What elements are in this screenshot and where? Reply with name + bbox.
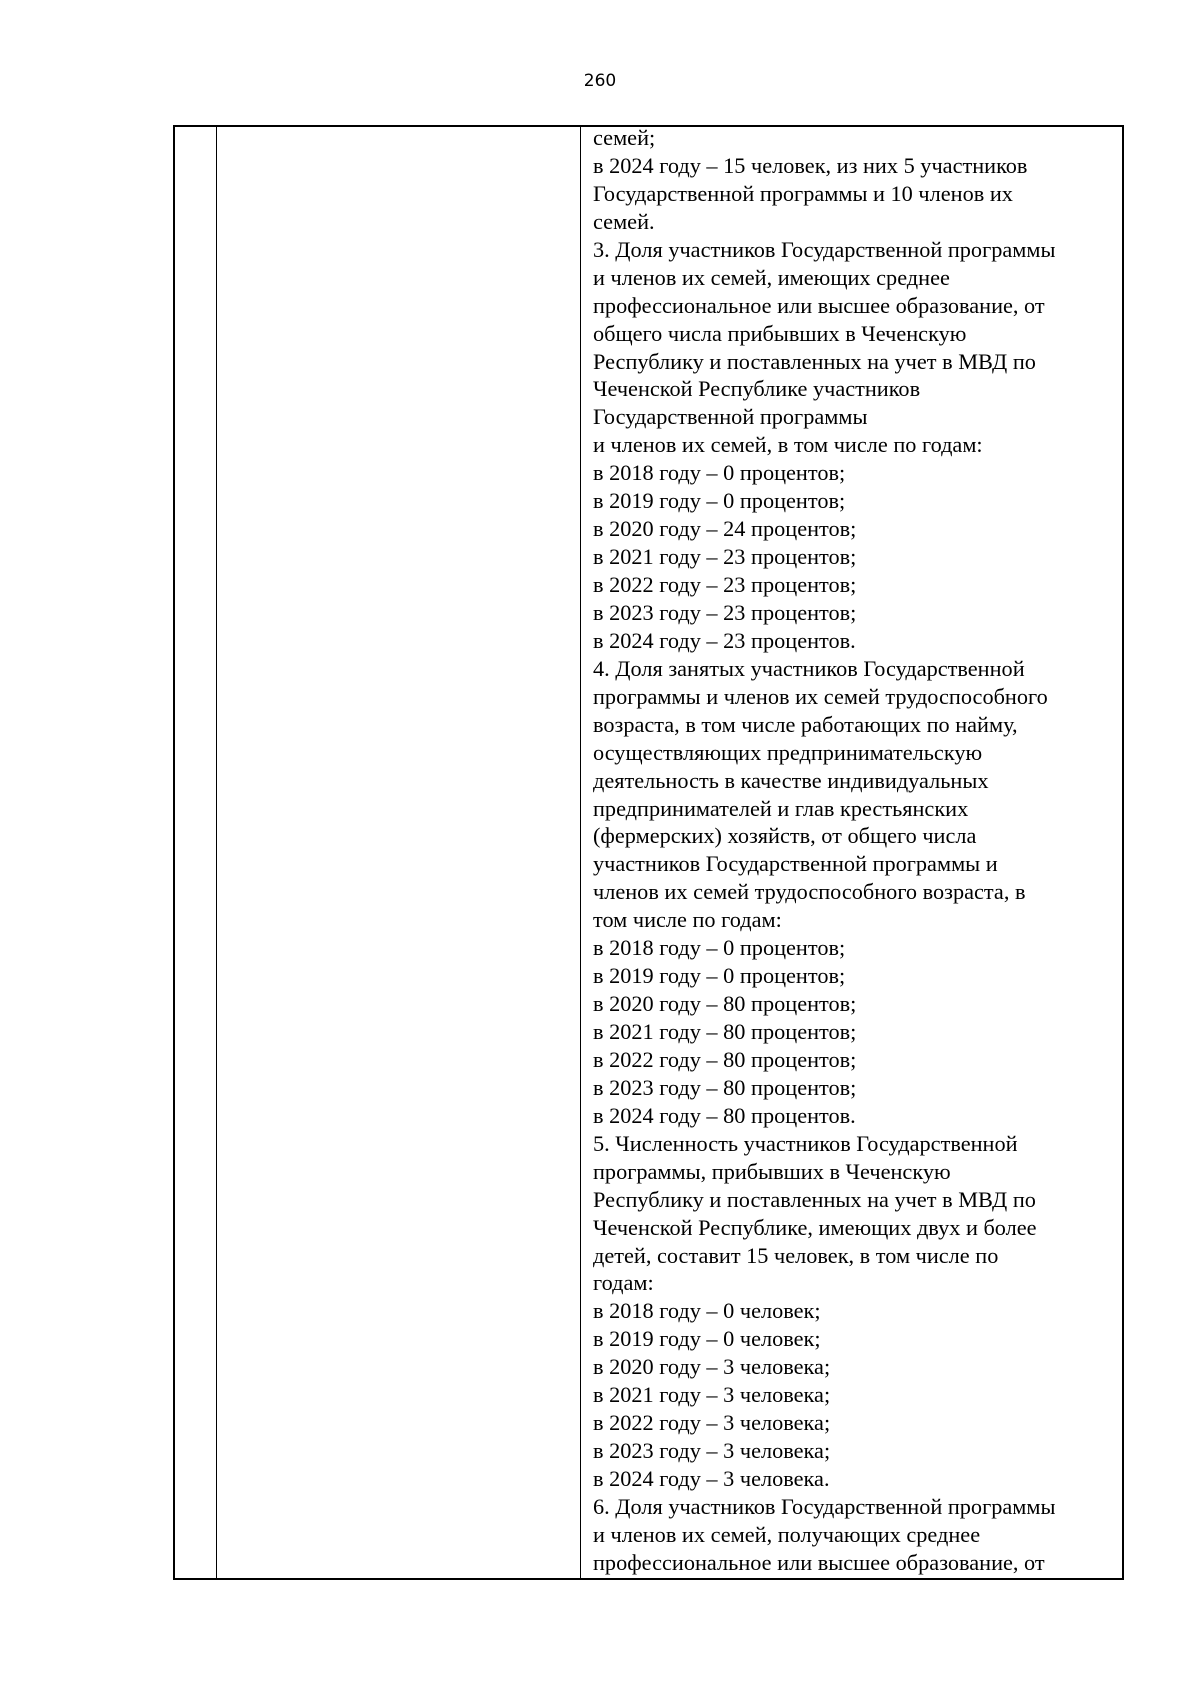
- content-line: в 2023 году – 23 процентов;: [593, 599, 857, 625]
- content-line: и членов их семей, в том числе по годам:: [593, 432, 983, 458]
- content-line: участников Государственной программы и: [593, 851, 998, 877]
- content-line: и членов их семей, имеющих среднее: [593, 264, 950, 290]
- column-divider-2: [580, 127, 581, 1578]
- content-line: в 2019 году – 0 процентов;: [593, 963, 846, 989]
- content-line: в 2023 году – 80 процентов;: [593, 1074, 857, 1100]
- content-line: Республику и поставленных на учет в МВД по: [593, 348, 1036, 374]
- content-line: общего числа прибывших в Чеченскую: [593, 320, 967, 346]
- document-table: [173, 125, 1124, 1580]
- page-number: 260: [583, 71, 617, 91]
- content-line: возраста, в том числе работающих по найму,: [593, 711, 1018, 737]
- content-line: в 2020 году – 24 процентов;: [593, 516, 857, 542]
- content-line: Республику и поставленных на учет в МВД по: [593, 1186, 1036, 1212]
- content-line: в 2019 году – 0 процентов;: [593, 488, 846, 514]
- content-line: осуществляющих предпринимательскую: [593, 739, 983, 765]
- content-line: 5. Численность участников Государственной: [593, 1130, 1018, 1156]
- content-line: в 2021 году – 80 процентов;: [593, 1019, 857, 1044]
- content-line: в 2024 году – 15 человек, из них 5 участников: [593, 152, 1028, 178]
- content-line: Государственной программы: [593, 404, 868, 430]
- table-cell-name: [217, 127, 580, 1578]
- content-line: в 2022 году – 23 процентов;: [593, 572, 857, 597]
- content-line: деятельность в качестве индивидуальных: [593, 767, 989, 793]
- content-line: годам:: [593, 1270, 654, 1296]
- content-line: в 2021 году – 3 человека;: [593, 1382, 831, 1408]
- table-cell-content: [593, 124, 1121, 1577]
- content-line: в 2020 году – 3 человека;: [593, 1354, 831, 1380]
- content-line: семей;: [593, 125, 656, 150]
- content-line: в 2024 году – 80 процентов.: [593, 1102, 856, 1128]
- content-line: в 2021 году – 23 процентов;: [593, 544, 857, 570]
- content-line: в 2018 году – 0 процентов;: [593, 935, 846, 961]
- content-line: в 2022 году – 3 человека;: [593, 1410, 831, 1436]
- content-line: в 2022 году – 80 процентов;: [593, 1046, 857, 1072]
- content-line: (фермерских) хозяйств, от общего числа: [593, 823, 977, 849]
- content-line: Чеченской Республике участников: [593, 376, 921, 402]
- content-line: в 2018 году – 0 человек;: [593, 1298, 821, 1324]
- content-line: семей.: [593, 208, 655, 234]
- content-line: том числе по годам:: [593, 907, 782, 933]
- content-line: в 2023 году – 3 человека;: [593, 1438, 831, 1464]
- content-line: и членов их семей, получающих среднее: [593, 1521, 981, 1547]
- content-line: в 2020 году – 80 процентов;: [593, 991, 857, 1017]
- content-line: предпринимателей и глав крестьянских: [593, 795, 969, 821]
- table-cell-number: [175, 127, 216, 1578]
- content-line: членов их семей трудоспособного возраста, в: [593, 879, 1026, 905]
- content-line: в 2019 году – 0 человек;: [593, 1326, 821, 1352]
- content-line: профессиональное или высшее образование, от: [593, 292, 1045, 318]
- content-line: программы и членов их семей трудоспособного: [593, 683, 1048, 709]
- content-line: в 2018 году – 0 процентов;: [593, 460, 846, 486]
- content-line: программы, прибывших в Чеченскую: [593, 1158, 951, 1184]
- content-line: Чеченской Республике, имеющих двух и более: [593, 1214, 1037, 1240]
- content-line: профессиональное или высшее образование, от: [593, 1549, 1045, 1575]
- content-line: 3. Доля участников Государственной программы: [593, 236, 1056, 262]
- content-line: в 2024 году – 3 человека.: [593, 1466, 830, 1491]
- content-line: Государственной программы и 10 членов их: [593, 180, 1013, 206]
- content-line: в 2024 году – 23 процентов.: [593, 627, 856, 653]
- content-line: детей, составит 15 человек, в том числе по: [593, 1242, 999, 1268]
- content-line: 6. Доля участников Государственной программы: [593, 1493, 1056, 1519]
- content-line: 4. Доля занятых участников Государственной: [593, 655, 1025, 681]
